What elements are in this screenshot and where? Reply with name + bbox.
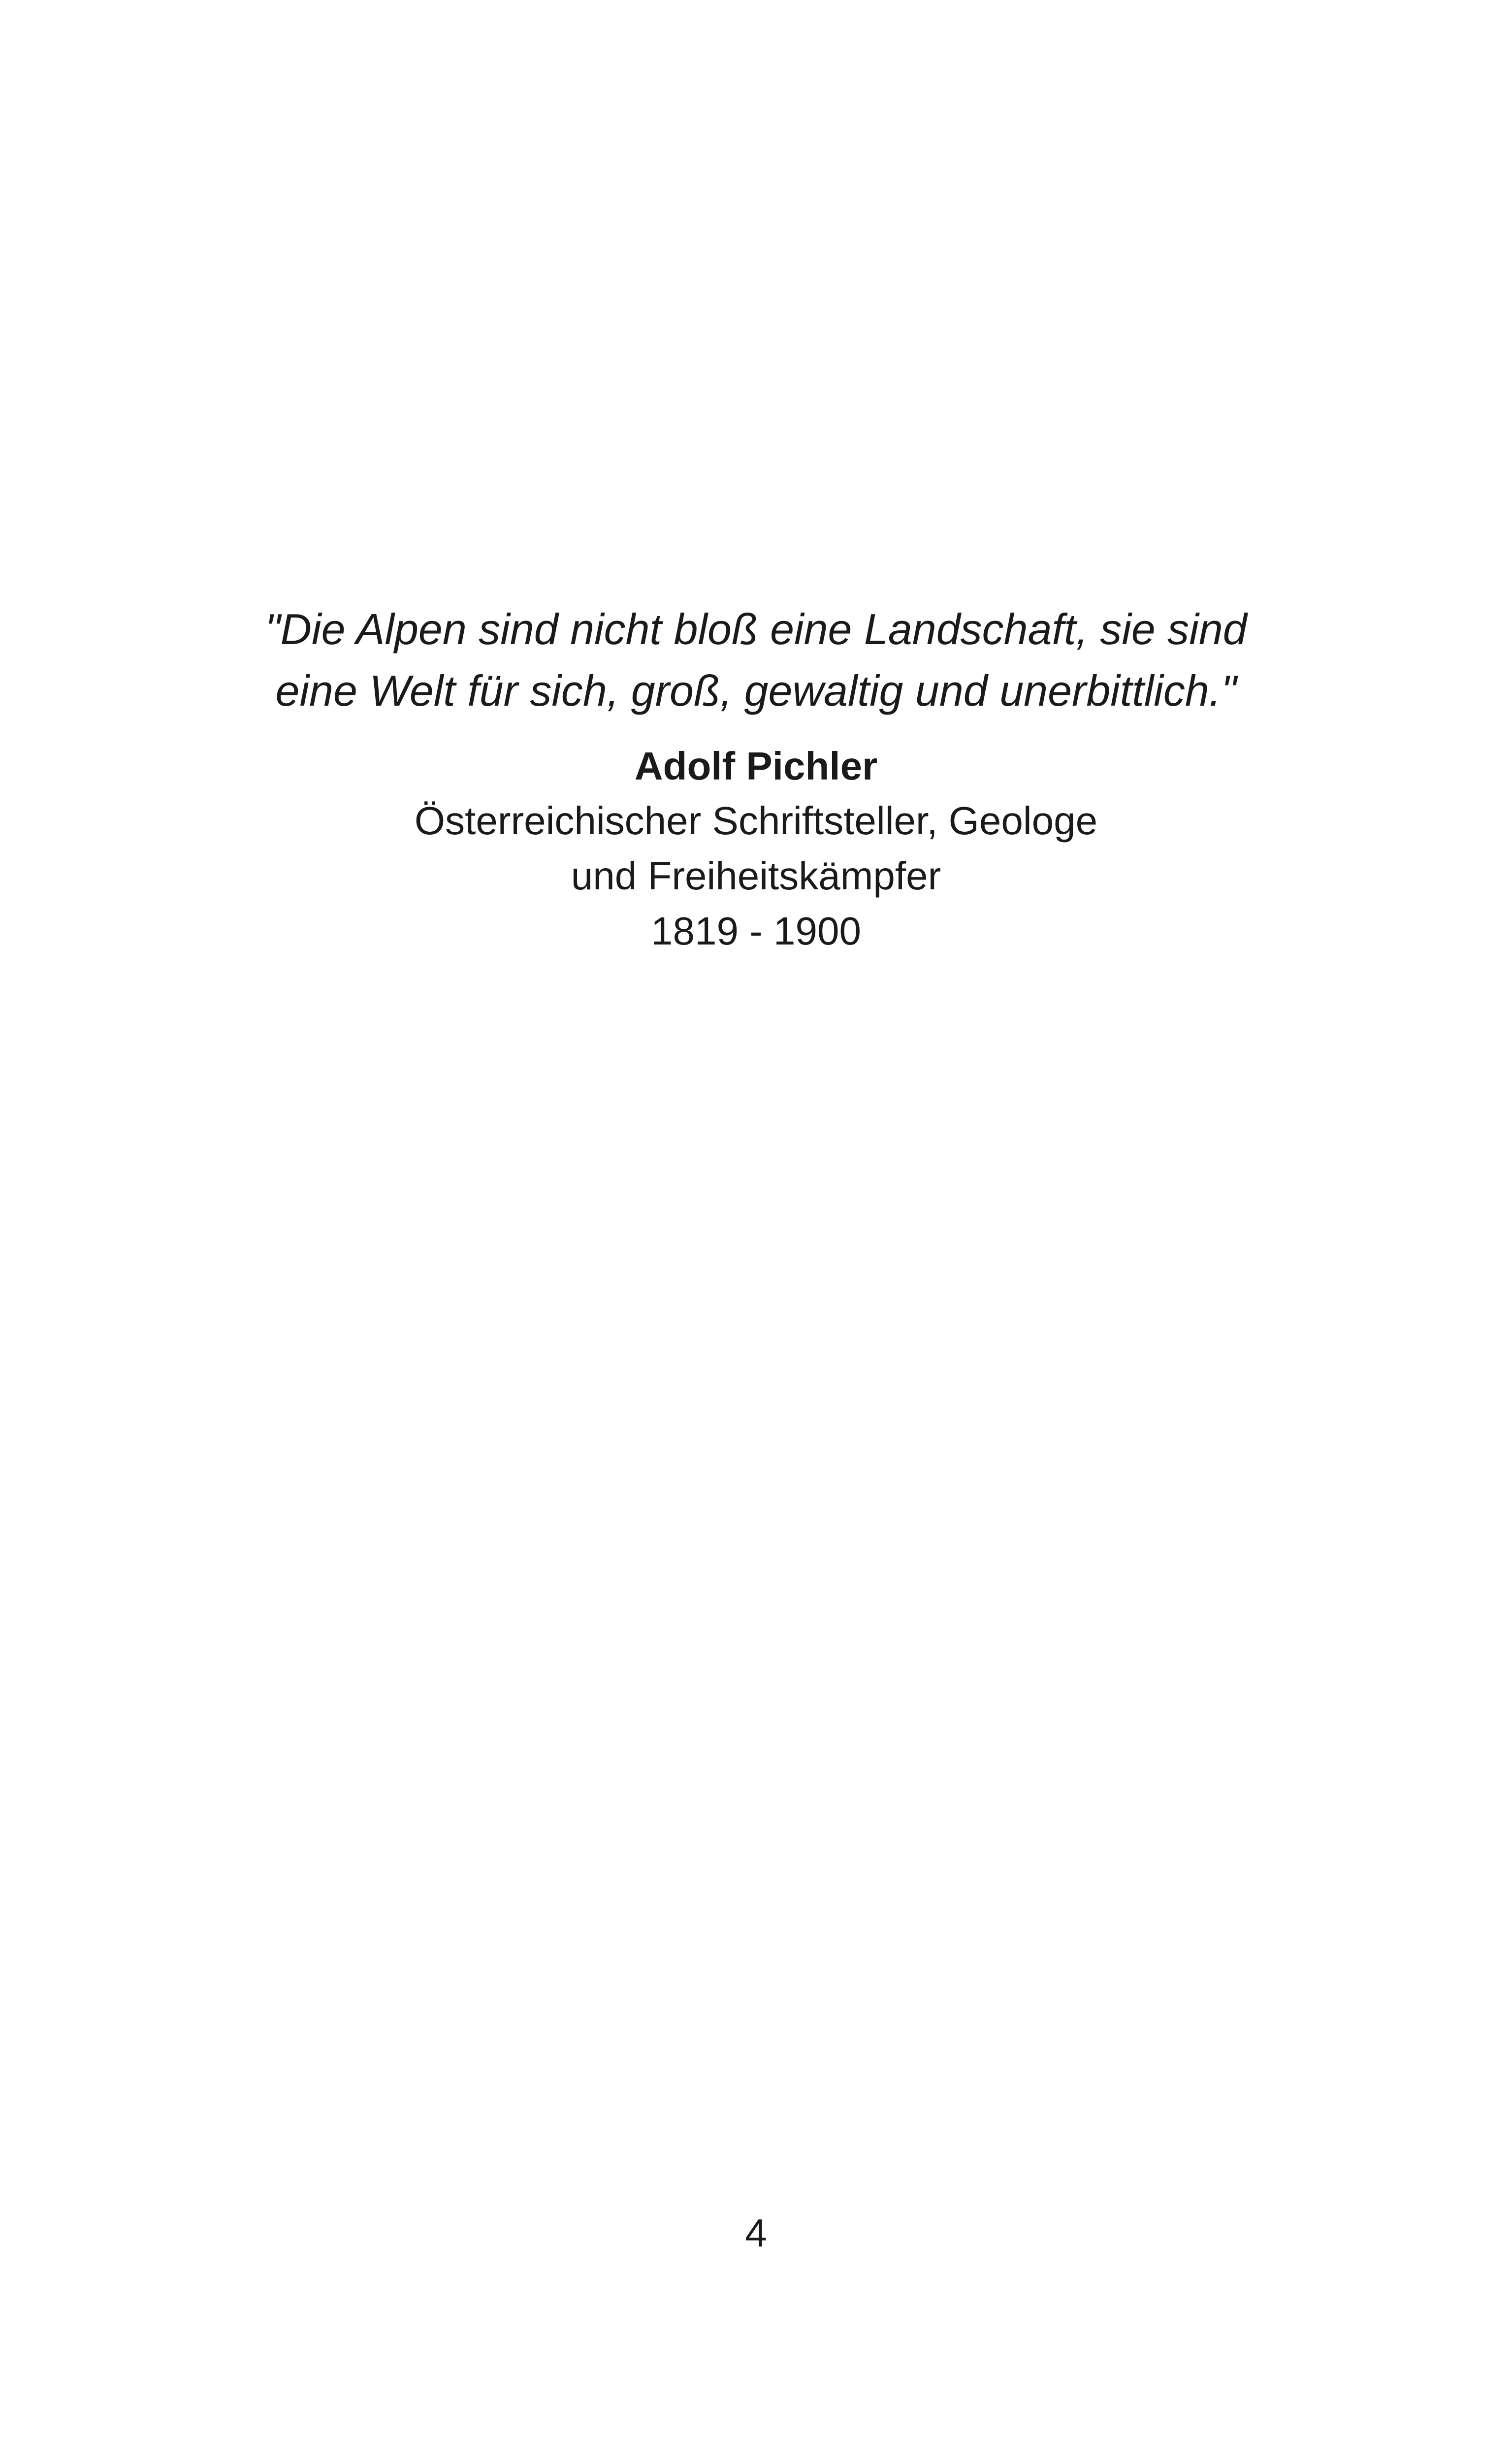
quote-line-1: "Die Alpen sind nicht bloß eine Landschaft, sie sind (265, 605, 1247, 653)
epigraph (0, 598, 1512, 959)
quote-line-2: eine Welt für sich, groß, gewaltig und unerbittlich." (275, 666, 1237, 715)
page-number: 4 (745, 2211, 767, 2255)
author-lifespan: 1819 - 1900 (650, 909, 862, 953)
author-description-line-1: Österreichischer Schriftsteller, Geologe (414, 799, 1098, 843)
author-description-line-2: und Freiheitskämpfer (571, 854, 941, 898)
author-description (0, 793, 1512, 959)
quote-text (0, 598, 1512, 721)
author-name: Adolf Pichler (634, 744, 878, 788)
